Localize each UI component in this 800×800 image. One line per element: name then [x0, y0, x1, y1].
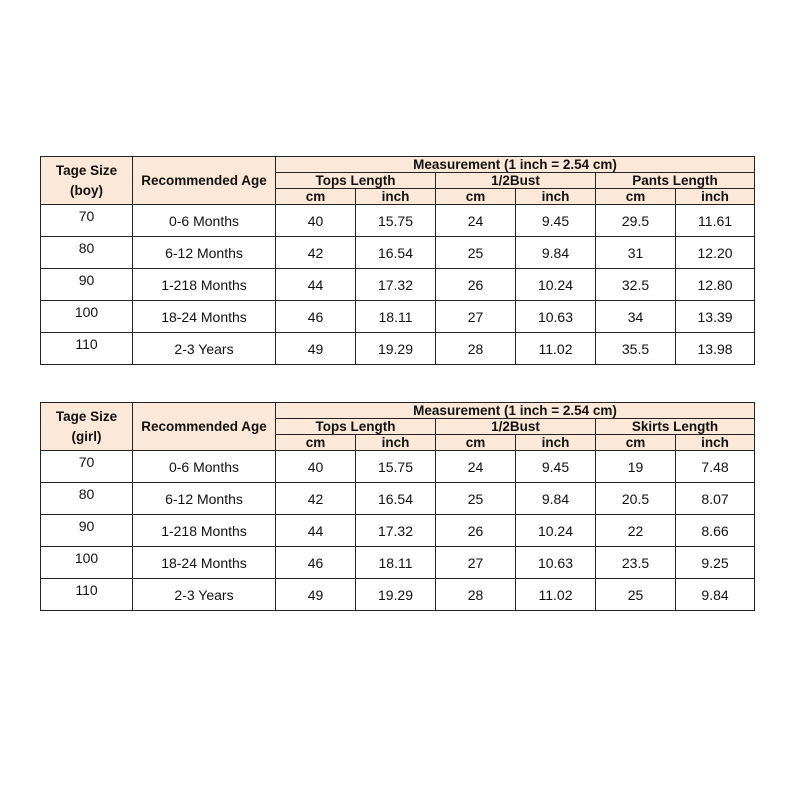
length-inch-cell: 8.66 — [676, 515, 755, 547]
size-cell: 110 — [41, 333, 133, 365]
bust-inch-cell: 10.24 — [516, 515, 596, 547]
age-cell: 0-6 Months — [133, 451, 276, 483]
girl-size-table — [40, 402, 755, 611]
tops-cm-cell: 42 — [276, 237, 356, 269]
tops-cm-cell: 46 — [276, 547, 356, 579]
table-row — [41, 483, 755, 515]
length-header: Pants Length — [596, 173, 755, 189]
unit-inch-header: inch — [356, 189, 436, 205]
age-header: Recommended Age — [133, 403, 276, 451]
tops-inch-cell: 18.11 — [356, 301, 436, 333]
tops-length-header: Tops Length — [276, 419, 436, 435]
bust-cm-cell: 24 — [436, 205, 516, 237]
age-cell: 6-12 Months — [133, 483, 276, 515]
bust-cm-cell: 28 — [436, 579, 516, 611]
tops-inch-cell: 16.54 — [356, 237, 436, 269]
length-inch-cell: 12.80 — [676, 269, 755, 301]
age-cell: 18-24 Months — [133, 547, 276, 579]
bust-cm-cell: 27 — [436, 301, 516, 333]
size-cell: 110 — [41, 579, 133, 611]
unit-inch-header: inch — [676, 435, 755, 451]
table-row — [41, 333, 755, 365]
length-inch-cell: 8.07 — [676, 483, 755, 515]
size-label: Tage Size — [55, 162, 118, 178]
measurement-header: Measurement (1 inch = 2.54 cm) — [276, 157, 755, 173]
length-header: Skirts Length — [596, 419, 755, 435]
size-cell: 90 — [41, 515, 133, 547]
length-cm-cell: 20.5 — [596, 483, 676, 515]
bust-cm-cell: 26 — [436, 515, 516, 547]
table-row — [41, 579, 755, 611]
length-cm-cell: 25 — [596, 579, 676, 611]
table-row — [41, 237, 755, 269]
size-header — [41, 403, 133, 451]
bust-inch-cell: 11.02 — [516, 333, 596, 365]
length-inch-cell: 13.98 — [676, 333, 755, 365]
length-inch-cell: 7.48 — [676, 451, 755, 483]
tops-cm-cell: 49 — [276, 579, 356, 611]
length-cm-cell: 34 — [596, 301, 676, 333]
length-inch-cell: 12.20 — [676, 237, 755, 269]
size-label: Tage Size — [55, 408, 118, 424]
bust-header: 1/2Bust — [436, 173, 596, 189]
unit-inch-header: inch — [676, 189, 755, 205]
length-inch-cell: 9.25 — [676, 547, 755, 579]
tops-inch-cell: 17.32 — [356, 515, 436, 547]
bust-cm-cell: 25 — [436, 483, 516, 515]
bust-inch-cell: 11.02 — [516, 579, 596, 611]
tops-inch-cell: 18.11 — [356, 547, 436, 579]
tops-cm-cell: 40 — [276, 205, 356, 237]
unit-cm-header: cm — [596, 189, 676, 205]
unit-cm-header: cm — [276, 189, 356, 205]
size-cell: 100 — [41, 547, 133, 579]
tops-cm-cell: 46 — [276, 301, 356, 333]
tops-inch-cell: 15.75 — [356, 451, 436, 483]
bust-inch-cell: 9.45 — [516, 205, 596, 237]
tops-inch-cell: 19.29 — [356, 333, 436, 365]
unit-inch-header: inch — [516, 435, 596, 451]
tops-cm-cell: 49 — [276, 333, 356, 365]
bust-inch-cell: 9.84 — [516, 483, 596, 515]
size-header — [41, 157, 133, 205]
length-inch-cell: 13.39 — [676, 301, 755, 333]
bust-cm-cell: 27 — [436, 547, 516, 579]
size-cell: 100 — [41, 301, 133, 333]
measurement-header: Measurement (1 inch = 2.54 cm) — [276, 403, 755, 419]
tops-inch-cell: 19.29 — [356, 579, 436, 611]
size-cell: 70 — [41, 205, 133, 237]
unit-inch-header: inch — [356, 435, 436, 451]
table-row — [41, 547, 755, 579]
unit-cm-header: cm — [276, 435, 356, 451]
tops-cm-cell: 44 — [276, 515, 356, 547]
tops-cm-cell: 42 — [276, 483, 356, 515]
tops-inch-cell: 16.54 — [356, 483, 436, 515]
bust-inch-cell: 10.63 — [516, 547, 596, 579]
bust-cm-cell: 26 — [436, 269, 516, 301]
bust-inch-cell: 10.24 — [516, 269, 596, 301]
unit-cm-header: cm — [436, 189, 516, 205]
size-cell: 80 — [41, 237, 133, 269]
bust-cm-cell: 24 — [436, 451, 516, 483]
table-row — [41, 301, 755, 333]
length-cm-cell: 19 — [596, 451, 676, 483]
age-cell: 2-3 Years — [133, 333, 276, 365]
length-cm-cell: 35.5 — [596, 333, 676, 365]
tops-cm-cell: 44 — [276, 269, 356, 301]
tops-inch-cell: 17.32 — [356, 269, 436, 301]
tops-cm-cell: 40 — [276, 451, 356, 483]
length-cm-cell: 31 — [596, 237, 676, 269]
age-cell: 18-24 Months — [133, 301, 276, 333]
table-row — [41, 451, 755, 483]
bust-cm-cell: 28 — [436, 333, 516, 365]
bust-inch-cell: 9.84 — [516, 237, 596, 269]
table-row — [41, 205, 755, 237]
size-cell: 80 — [41, 483, 133, 515]
size-sub: (girl) — [71, 428, 102, 444]
bust-inch-cell: 9.45 — [516, 451, 596, 483]
bust-header: 1/2Bust — [436, 419, 596, 435]
age-header: Recommended Age — [133, 157, 276, 205]
bust-cm-cell: 25 — [436, 237, 516, 269]
boy-size-table — [40, 156, 755, 365]
age-cell: 0-6 Months — [133, 205, 276, 237]
unit-cm-header: cm — [596, 435, 676, 451]
size-cell: 70 — [41, 451, 133, 483]
table-row — [41, 269, 755, 301]
length-cm-cell: 29.5 — [596, 205, 676, 237]
size-sub: (boy) — [70, 182, 103, 198]
size-cell: 90 — [41, 269, 133, 301]
tops-inch-cell: 15.75 — [356, 205, 436, 237]
length-cm-cell: 22 — [596, 515, 676, 547]
age-cell: 1-218 Months — [133, 515, 276, 547]
unit-cm-header: cm — [436, 435, 516, 451]
age-cell: 1-218 Months — [133, 269, 276, 301]
age-cell: 2-3 Years — [133, 579, 276, 611]
unit-inch-header: inch — [516, 189, 596, 205]
length-inch-cell: 11.61 — [676, 205, 755, 237]
age-cell: 6-12 Months — [133, 237, 276, 269]
length-cm-cell: 23.5 — [596, 547, 676, 579]
table-row — [41, 515, 755, 547]
tops-length-header: Tops Length — [276, 173, 436, 189]
length-inch-cell: 9.84 — [676, 579, 755, 611]
bust-inch-cell: 10.63 — [516, 301, 596, 333]
length-cm-cell: 32.5 — [596, 269, 676, 301]
